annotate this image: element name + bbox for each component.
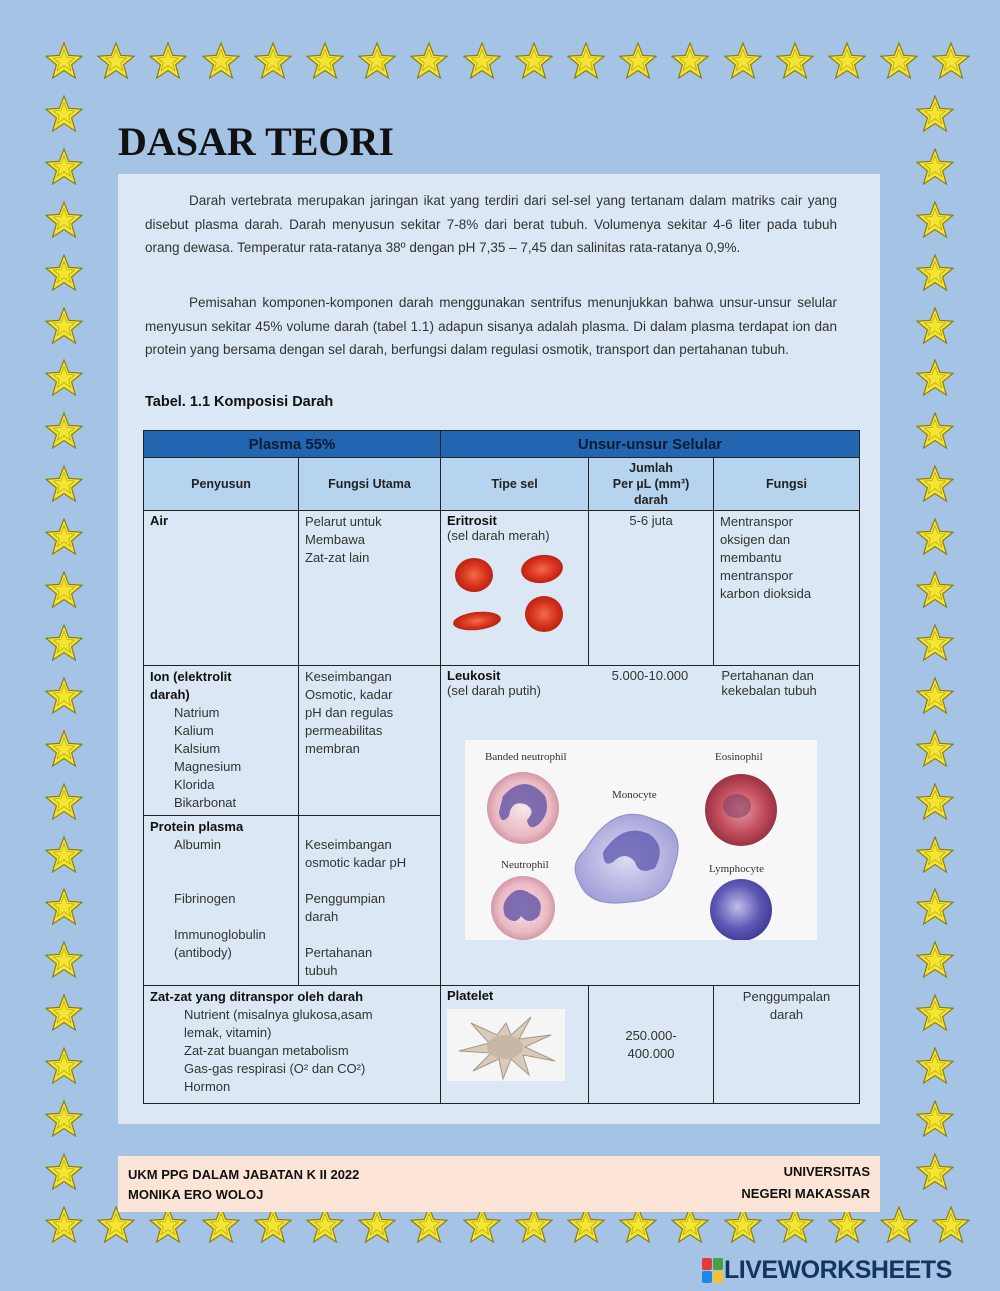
platelet-fungsi-cell: Penggumpalan darah [714, 986, 860, 1104]
intro-paragraph-2 [145, 291, 837, 362]
star-icon [45, 148, 83, 186]
footer-university-line1: UNIVERSITAS [783, 1164, 870, 1179]
eritrosit-name: Eritrosit [447, 513, 497, 528]
star-icon [45, 888, 83, 926]
page-title: DASAR TEORI [118, 119, 394, 164]
star-icon [567, 42, 605, 80]
star-icon [828, 42, 866, 80]
banded-neutrophil-cell [487, 772, 559, 844]
star-icon [916, 624, 954, 662]
rbc-1 [455, 558, 493, 592]
leukosit-tipe [447, 668, 589, 698]
neutrophil-cell [491, 876, 555, 940]
banded-neutrophil-label: Banded neutrophil [485, 751, 567, 763]
star-icon [916, 1047, 954, 1085]
protein-fungsi-cell [299, 816, 441, 986]
protein-cell [144, 816, 299, 986]
star-icon [45, 1206, 83, 1244]
star-icon [916, 201, 954, 239]
ion-cell [144, 666, 299, 816]
star-icon [45, 1153, 83, 1191]
footer-university-line2: NEGERI MAKASSAR [741, 1186, 870, 1201]
star-icon [916, 994, 954, 1032]
star-icon [45, 359, 83, 397]
air-fungsi-cell: Pelarut untuk Membawa Zat-zat lain [299, 511, 441, 666]
lymphocyte-label: Lymphocyte [709, 863, 765, 875]
table-caption: Tabel. 1.1 Komposisi Darah [145, 394, 334, 410]
table-row [144, 666, 860, 816]
star-icon [45, 254, 83, 292]
star-icon [45, 1047, 83, 1085]
star-icon [45, 677, 83, 715]
footer-left [128, 1165, 359, 1205]
albumin-fungsi: Keseimbangan osmotic kadar pH [305, 837, 407, 870]
star-icon [916, 254, 954, 292]
leukosit-name: Leukosit [447, 668, 501, 683]
star-icon [45, 783, 83, 821]
monocyte-label: Monocyte [612, 789, 657, 801]
star-icon [916, 307, 954, 345]
star-icon [916, 836, 954, 874]
zat-cell [144, 986, 441, 1104]
star-icon [45, 412, 83, 450]
star-icon [916, 465, 954, 503]
star-icon [45, 42, 83, 80]
star-icon [916, 677, 954, 715]
neutrophil-label: Neutrophil [501, 859, 549, 871]
star-icon [671, 42, 709, 80]
albumin: Albumin [174, 837, 221, 852]
star-icon [916, 1153, 954, 1191]
col-header-jumlah: Jumlah Per µL (mm³) darah [589, 458, 714, 511]
leukosit-cell [441, 666, 860, 986]
star-icon [45, 518, 83, 556]
monocyte-cell [575, 814, 678, 903]
star-icon [932, 1206, 970, 1244]
star-icon [45, 836, 83, 874]
air-cell: Air [144, 511, 299, 666]
star-icon [45, 571, 83, 609]
star-icon [45, 95, 83, 133]
platelet-name: Platelet [447, 988, 494, 1003]
col-header-penyusun: Penyusun [144, 458, 299, 511]
ion-fungsi-cell: Keseimbangan Osmotic, kadar pH dan regulas permeabilitas membran [299, 666, 441, 816]
star-icon [619, 42, 657, 80]
platelet-cell [441, 986, 589, 1104]
table-row [144, 986, 860, 1104]
star-icon [916, 888, 954, 926]
liveworksheets-text: LIVEWORKSHEETS [724, 1256, 952, 1284]
eritrosit-sub: (sel darah merah) [447, 528, 550, 543]
footer [118, 1156, 880, 1212]
eritrosit-fungsi-cell: Mentranspor oksigen dan membantu mentranspor karbon dioksida [714, 511, 860, 666]
star-icon [916, 941, 954, 979]
footer-program: UKM PPG DALAM JABATAN K II 2022 [128, 1167, 360, 1182]
zat-items: Nutrient (misalnya glukosa,asam lemak, vitamin) Zat-zat buangan metabolism Gas-gas respirasi (O² dan CO²) Hormon [184, 1007, 373, 1094]
star-icon [254, 42, 292, 80]
platelet-jumlah-cell: 250.000- 400.000 [589, 986, 714, 1104]
star-icon [97, 42, 135, 80]
intro-paragraph-1 [145, 189, 837, 260]
star-icon [410, 42, 448, 80]
star-icon [916, 95, 954, 133]
star-icon [45, 730, 83, 768]
intro-paragraph-1-text: Darah vertebrata merupakan jaringan ikat yang terdiri dari sel-sel yang tertanam dalam matriks cair yang disebut plasma darah. Darah menyusun sekitar 7-8% dari berat tubuh. Volumenya sekitar 4-6 liter pada tubuh orang dewasa. Temperatur rata-ratanya 38º dengan pH 7,35 – 7,45 dan salinitas rata-ratanya 0,9%. [145, 193, 837, 255]
star-icon [916, 730, 954, 768]
star-icon [358, 42, 396, 80]
star-icon [776, 42, 814, 80]
star-icon [916, 1100, 954, 1138]
leukosit-jumlah: 5.000-10.000 [611, 668, 689, 683]
blood-composition-table [143, 430, 860, 1104]
star-icon [45, 941, 83, 979]
star-icon [932, 42, 970, 80]
star-icon [880, 42, 918, 80]
protein-name: Protein plasma [150, 819, 244, 834]
leukosit-fungsi: Pertahanan dan kekebalan tubuh [721, 668, 817, 698]
col-header-tipe-sel: Tipe sel [441, 458, 589, 511]
col-header-fungsi: Fungsi [714, 458, 860, 511]
star-icon [45, 307, 83, 345]
eosinophil-label: Eosinophil [715, 751, 763, 763]
star-icon [45, 465, 83, 503]
fibrinogen: Fibrinogen [174, 891, 236, 906]
red-blood-cells-image [447, 551, 571, 639]
star-icon [880, 1206, 918, 1244]
star-icon [45, 1100, 83, 1138]
rbc-3 [452, 610, 502, 633]
star-icon [916, 518, 954, 556]
col-header-fungsi-utama: Fungsi Utama [299, 458, 441, 511]
table-row [144, 511, 860, 666]
star-icon [306, 42, 344, 80]
star-icon [45, 201, 83, 239]
rbc-4 [525, 596, 563, 632]
star-icon [45, 994, 83, 1032]
star-icon [202, 42, 240, 80]
liveworksheets-logo-icon [702, 1258, 724, 1284]
eritrosit-cell [441, 511, 589, 666]
fibrinogen-fungsi: Penggumpian darah [305, 891, 386, 924]
immunoglobulin: Immunoglobulin (antibody) [174, 927, 266, 960]
rbc-2 [519, 552, 564, 586]
plasma-header: Plasma 55% [144, 431, 441, 458]
white-blood-cells-image [465, 740, 817, 940]
star-icon [916, 783, 954, 821]
star-icon [463, 42, 501, 80]
star-icon [515, 42, 553, 80]
group-header-row [144, 431, 860, 458]
star-icon [916, 148, 954, 186]
ion-name: Ion (elektrolit darah) [150, 669, 232, 702]
intro-paragraph-2-text: Pemisahan komponen-komponen darah menggunakan sentrifus menunjukkan bahwa unsur-unsur selular menyusun sekitar 45% volume darah (tabel 1.1) adapun sisanya adalah plasma. Di dalam plasma terdapat ion dan protein yang bersama dengan sel darah, berfungsi dalam regulasi osmotik, transport dan pertahanan tubuh. [145, 295, 837, 357]
leukosit-sub: (sel darah putih) [447, 683, 541, 698]
liveworksheets-brand[interactable] [702, 1256, 952, 1285]
footer-author: MONIKA ERO WOLOJ [128, 1187, 264, 1202]
star-icon [724, 42, 762, 80]
leukosit-header [447, 668, 853, 698]
footer-right [741, 1161, 870, 1205]
lymphocyte-cell [710, 879, 772, 940]
star-icon [916, 359, 954, 397]
star-icon [916, 412, 954, 450]
ion-items: Natrium Kalium Kalsium Magnesium Klorida Bikarbonat [174, 705, 242, 810]
selular-header: Unsur-unsur Selular [441, 431, 860, 458]
eosinophil-cell [705, 774, 777, 846]
zat-name: Zat-zat yang ditranspor oleh darah [150, 989, 364, 1004]
immuno-fungsi: Pertahanan tubuh [305, 945, 373, 978]
star-icon [916, 571, 954, 609]
star-icon [45, 624, 83, 662]
column-header-row [144, 458, 860, 511]
star-icon [149, 42, 187, 80]
eritrosit-jumlah-cell: 5-6 juta [589, 511, 714, 666]
platelet-image [447, 1009, 565, 1081]
